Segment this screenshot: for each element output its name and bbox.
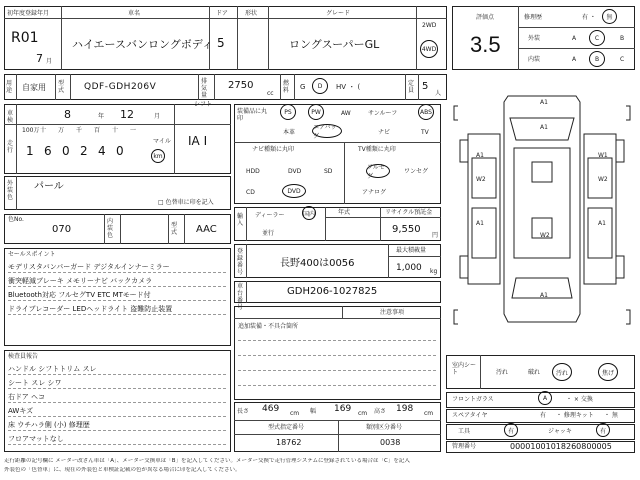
mileage-header-cell: 十 <box>112 127 119 134</box>
equip-leather: 本革 <box>283 129 296 136</box>
height-label: 高さ <box>374 408 387 415</box>
jack-label: ジャッキ <box>548 428 572 435</box>
chassis-value: GDH206-1027825 <box>287 286 378 297</box>
mileage-header-cell: 万 <box>58 127 65 134</box>
interior-item-3: 汚れ <box>552 363 572 381</box>
length-unit: cm <box>290 410 300 417</box>
notes-lines <box>8 362 228 450</box>
car-name: ハイエースバンロングボディ <box>72 38 213 51</box>
shape-label: 形状 <box>245 10 258 17</box>
width-unit: cm <box>358 410 368 417</box>
mark-rear: A1 <box>540 292 548 299</box>
mileage-header-cell: 千 <box>76 127 83 134</box>
salespoint-line: Bluetooth対応 フルセグTV ETC MTモード付 <box>8 291 151 299</box>
nav-sd: SD <box>324 168 333 175</box>
color-value: パール <box>34 181 64 192</box>
model: QDF-GDH206V <box>84 82 157 92</box>
notes-line: ハンドル シフトトリム スレ <box>8 365 97 373</box>
mileage-header <box>22 127 152 135</box>
notes-line: 右ドア ヘコ <box>8 393 46 401</box>
inspection-month-unit: 月 <box>154 113 161 120</box>
doors: 5 <box>217 36 225 50</box>
exterior-label: 外装 <box>528 35 541 42</box>
mileage-digit: 2 <box>80 144 88 158</box>
mileage-unit-circle: km <box>151 149 165 163</box>
mileage-digit: 6 <box>44 144 52 158</box>
equip-navi: ナビ <box>378 129 391 136</box>
capacity: 5 <box>422 81 429 92</box>
recycle-value: 9,550 <box>392 224 421 235</box>
interior-label: 内装 <box>528 56 541 63</box>
spare-label: スペアタイヤ <box>452 412 488 419</box>
spare-item-1: 有 <box>540 412 547 419</box>
max-load-label: 最大積載量 <box>396 247 427 254</box>
tools-circle: 有 <box>504 423 518 437</box>
displacement-label: 排気量 <box>201 78 208 99</box>
mark-right-3: A1 <box>598 220 606 227</box>
mark-left-1: A1 <box>476 152 484 159</box>
reg-year: R01 <box>11 30 39 46</box>
score: 3.5 <box>470 32 501 57</box>
nav-dvd: DVD <box>288 168 302 175</box>
nav-dvd-circle: DVD <box>282 184 306 198</box>
certified-label: 型式指定番号 <box>268 424 305 431</box>
wd-circle: 4WD <box>420 40 438 58</box>
height-unit: cm <box>424 410 434 417</box>
plate-label: 登録番号 <box>237 248 244 276</box>
inspection-label: 車検 <box>7 110 14 124</box>
recycle-unit: 円 <box>432 232 439 239</box>
score-label: 評価点 <box>476 14 495 21</box>
notes-label: 検査員報告 <box>8 353 39 360</box>
salespoint-line: ドライブレコーダー LEDヘッドライト 盗難防止装置 <box>8 305 173 313</box>
mark-front: A1 <box>540 99 548 106</box>
interior-item-1: 汚れ <box>496 369 509 376</box>
special-sub-label: 追加装備・不具合箇所 <box>238 323 299 330</box>
mileage-digit: 0 <box>116 144 124 158</box>
mileage-header-cell: 100万 <box>22 127 40 134</box>
equip-tv: TV <box>421 129 429 136</box>
footer-line-2: 外装色の「色替車」に、現在の外装色と車検証記載の色が異なる場合に印を記入してください。 <box>4 467 241 473</box>
dealer-parallel: 並行 <box>262 230 275 237</box>
use-label: 用途 <box>6 80 13 94</box>
equip-sunroof: サンルーフ <box>368 110 398 117</box>
fuel-g: G <box>300 83 306 91</box>
equip-aw: AW <box>341 110 351 117</box>
dealer-label: ディーラー <box>255 212 285 219</box>
tv-analog: アナログ <box>362 189 387 196</box>
mgmt-label: 管理番号 <box>452 443 477 450</box>
reg-month-unit: 月 <box>46 58 53 65</box>
reg-month: 7 <box>36 52 43 65</box>
kind-label: 型式 <box>171 222 178 236</box>
color-no-label: 色No. <box>8 216 24 223</box>
plate-value: 長野400は0056 <box>280 258 355 269</box>
shift-label: シフト <box>194 101 213 108</box>
mark-right-2: W2 <box>598 176 608 183</box>
tv-label: TV種類に丸印 <box>358 146 396 153</box>
mgmt-value: 00001001018260800005 <box>510 442 612 451</box>
equip-abs: ABS <box>418 104 434 120</box>
length-label: 長さ <box>237 408 250 415</box>
repair-label: 修理歴 <box>524 14 543 21</box>
model-label: 型式 <box>58 80 65 94</box>
footer-line-1: 走行距離の記号欄に メーター改ざん車は「A」、メーター交換車は「B」を記入してください。メーター交換で走行管理システムに登録されている場合は「C」を記入 <box>4 458 410 464</box>
notes-line: AWキズ <box>8 407 34 415</box>
mileage-digits <box>22 144 152 160</box>
notes-line: 床 ウチハラ側 (小) 修理歴 <box>8 421 90 429</box>
capacity-unit: 人 <box>435 90 442 97</box>
inspection-month: 12 <box>120 108 134 121</box>
certified-value: 18762 <box>276 438 302 447</box>
equip-airbag: エアバッグ <box>312 124 342 138</box>
equip-pw: PW <box>308 104 324 120</box>
inspection-value: 8 <box>64 108 71 121</box>
inspection-year: 年 <box>98 113 105 120</box>
mileage-digit: 1 <box>26 144 34 158</box>
interior-item-2: 破れ <box>528 369 541 376</box>
year-label: 年式 <box>338 209 351 216</box>
max-load-value: 1,000 <box>396 263 422 273</box>
color-label: 外装色 <box>7 180 14 201</box>
mark-hood: A1 <box>540 124 548 131</box>
glass-label: フロントガラス <box>452 396 494 403</box>
exterior-circle: C <box>589 30 605 46</box>
exterior-b: B <box>620 35 625 42</box>
glass-other: ・ × 交換 <box>566 396 593 403</box>
wd-label: 2WD <box>422 22 437 29</box>
nav-label: ナビ種類に丸印 <box>252 146 295 153</box>
interior-circle: B <box>589 51 605 67</box>
interior-c: C <box>620 56 625 63</box>
mileage-header-cell: 一 <box>130 127 137 134</box>
mileage-label: 走行 <box>7 140 14 154</box>
exterior-a: A <box>572 35 577 42</box>
chassis-label: 車台番号 <box>237 283 244 311</box>
mileage-digit: 0 <box>62 144 70 158</box>
equipment-label: 装備品に丸印 <box>237 108 268 122</box>
notes-line: フロアマットなし <box>8 435 64 443</box>
capacity-label: 定員 <box>408 80 415 94</box>
salespoint-line: モデリスタバンパーガード デジタルインナーミラー <box>8 263 170 271</box>
length-value: 469 <box>262 404 280 414</box>
use: 自家用 <box>22 83 46 92</box>
nav-cd: CD <box>246 189 255 196</box>
salespoint-label: セールスポイント <box>8 251 56 258</box>
fuel-circle: D <box>312 78 328 94</box>
color-change-note: □ 色替車に印を記入 <box>158 199 214 206</box>
displacement: 2750 <box>228 80 254 91</box>
reg-year-label: 初年度登録年月 <box>7 10 50 17</box>
interior-seat-label: 室内シート <box>452 362 477 376</box>
repair-circle: 無 <box>602 9 617 24</box>
nav-hdd: HDD <box>246 168 260 175</box>
doors-label: ドア <box>216 10 228 17</box>
fuel-other: HV ・ ( <box>336 83 361 91</box>
mileage-digit: 4 <box>98 144 106 158</box>
mark-mid: W2 <box>540 232 550 239</box>
grade-label: グレード <box>326 10 351 17</box>
tv-fullseg: フルセグ <box>366 164 390 178</box>
recycle-label: リサイクル預託金 <box>385 209 433 216</box>
interior-item-4: 焦げ <box>598 363 618 381</box>
mileage-header-cell: 百 <box>94 127 101 134</box>
mark-right-1: W1 <box>598 152 608 159</box>
salespoint-lines <box>8 260 228 344</box>
jack-circle: 有 <box>596 423 610 437</box>
max-load-unit: kg <box>430 268 438 275</box>
notes-line: シート スレ シワ <box>8 379 62 387</box>
fuel-label: 燃料 <box>283 80 290 94</box>
class-label: 類別区分番号 <box>366 424 403 431</box>
trim-label: 内装色 <box>107 218 114 239</box>
equip-ps: PS <box>280 104 296 120</box>
spare-item-2: ・ 修理キット <box>556 412 594 419</box>
interior-a: A <box>572 56 577 63</box>
spare-item-3: ・ 無 <box>604 412 618 419</box>
mileage-unit-label: マイル <box>153 138 171 145</box>
width-label: 幅 <box>310 408 317 415</box>
salespoint-line: 衝突軽減ブレーキ メモリーナビ バックカメラ <box>8 277 153 285</box>
name-label: 車名 <box>128 10 141 17</box>
class-value: 0038 <box>380 438 401 447</box>
tools-label: 工具 <box>458 428 471 435</box>
width-value: 169 <box>334 404 352 414</box>
mileage-header-cell: 十 <box>40 127 47 134</box>
mark-left-3: A1 <box>476 220 484 227</box>
shift-value: IA I <box>188 134 208 148</box>
grade: ロングスーパーGL <box>289 38 380 51</box>
tv-oneseg: ワンセグ <box>404 168 429 175</box>
height-value: 198 <box>396 404 414 414</box>
color-no-value: 070 <box>52 224 72 235</box>
dealer-domestic: 国内 <box>302 206 316 220</box>
kind-value: AAC <box>196 224 217 235</box>
mark-left-2: W2 <box>476 176 486 183</box>
glass-circle: A <box>538 391 552 405</box>
displacement-unit: cc <box>267 90 274 97</box>
dealer-import-label: 輸入 <box>237 213 244 227</box>
repair-options: 有 ・ <box>582 14 596 21</box>
special-label: 注意事項 <box>380 309 405 316</box>
